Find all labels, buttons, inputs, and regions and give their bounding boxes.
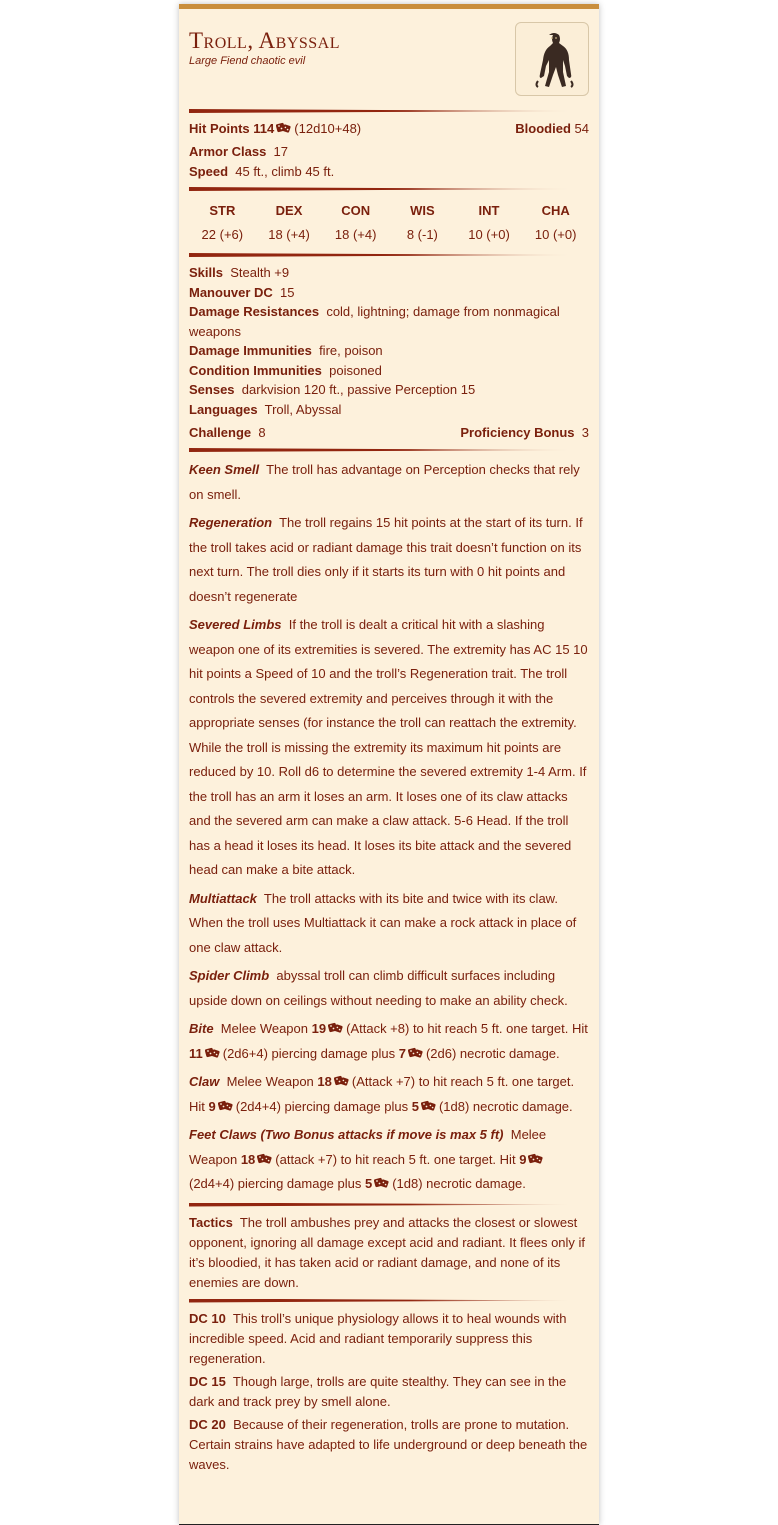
ability-value: 18 (+4)	[268, 227, 310, 242]
ability-int	[456, 199, 523, 247]
ability-con	[322, 199, 389, 247]
attack-name: Bite	[189, 1021, 214, 1036]
trait-name: Regeneration	[189, 515, 273, 530]
lore-dc-15	[189, 1372, 589, 1412]
dice-icon[interactable]	[257, 1152, 272, 1165]
proficiency-value: 3	[581, 425, 589, 440]
speed-label: Speed	[189, 163, 229, 179]
attack-damage-text: (2d4+4) piercing damage plus	[189, 1176, 362, 1191]
attack-damage-roll: 9	[519, 1151, 527, 1167]
ability-name: INT	[478, 203, 500, 218]
ability-value: 22 (+6)	[201, 227, 244, 242]
ability-name: CHA	[541, 203, 570, 218]
ability-value: 8 (-1)	[406, 227, 438, 242]
attack-hit-label: Hit	[499, 1151, 516, 1167]
property-value: cold, lightning; damage from nonmagical weapons	[189, 304, 560, 339]
lore-label: DC 20	[189, 1416, 226, 1432]
lore-label: DC 15	[189, 1373, 226, 1389]
attack-damage-text: (2d6) necrotic damage.	[425, 1045, 560, 1061]
hit-points	[189, 119, 361, 138]
challenge-label: Challenge	[189, 425, 252, 440]
ability-cha	[522, 199, 589, 247]
trait-name: Multiattack	[189, 890, 257, 906]
attack-to-hit-roll: 19	[311, 1021, 327, 1036]
property-label: Senses	[189, 382, 235, 397]
property-label: Damage Resistances	[189, 304, 320, 319]
property-skills	[189, 263, 589, 283]
attack-to-hit-text: (Attack +7) to hit reach 5 ft. one target.	[351, 1074, 575, 1089]
attack-damage-text: (2d4+4) piercing damage plus	[235, 1098, 409, 1114]
divider	[189, 1299, 589, 1303]
divider	[189, 253, 589, 257]
bloodied-value: 54	[574, 121, 589, 136]
attack-damage-roll: 5	[364, 1176, 373, 1191]
dice-icon[interactable]	[374, 1176, 389, 1189]
property-condition-immunities	[189, 361, 589, 381]
property-label: Manouver DC	[189, 284, 273, 300]
ability-name: STR	[209, 203, 236, 218]
ability-value: 10 (+0)	[468, 227, 510, 242]
attack-hit-label: Hit	[189, 1098, 205, 1114]
ability-name: WIS	[410, 203, 435, 218]
attack-to-hit-text: (attack +7) to hit reach 5 ft. one target.	[275, 1151, 497, 1167]
trait-spider-climb	[189, 964, 589, 1013]
trait-text: The troll regains 15 hit points at the start of its turn. If the troll takes acid or radiant damage this trait doesn’t function on its next turn. The troll dies only if it starts its turn with 0 hit points and doesn’t regenerate	[189, 515, 583, 604]
divider	[189, 187, 589, 191]
ability-value: 10 (+0)	[534, 227, 577, 242]
properties-list	[189, 263, 589, 419]
attacks-list	[189, 1017, 589, 1197]
trait-text: If the troll is dealt a critical hit with a slashing weapon one of its extremities is severed. The extremity has AC 15 10 hit points a Speed of 10 and the troll’s Regeneration trait. The troll controls the severed extremity and perceives through it with the appropriate senses (for instance the troll can reattach the extremity. While the troll is missing the extremity its maximum hit points are reduced by 10. Roll d6 to determine the severed extremity 1-4 Arm. If the troll has an arm it loses an arm. It loses one of its claw attacks and the severed arm can make a claw attack. 5-6 Head. If the troll has a head it loses its head. It loses its bite attack and the severed head can make a bite attack.	[189, 617, 588, 877]
property-value: Stealth +9	[230, 265, 290, 280]
dice-icon[interactable]	[528, 1152, 543, 1165]
attack-type: Melee Weapon	[220, 1021, 309, 1036]
attack-damage-roll: 11	[189, 1045, 203, 1061]
armor-class	[189, 142, 589, 162]
ability-dex	[256, 199, 323, 247]
ability-wis	[389, 199, 456, 247]
stat-block-header	[189, 9, 589, 103]
armor-class-value: 17	[273, 144, 289, 159]
hit-points-row	[189, 119, 589, 138]
attack-to-hit-roll: 18	[317, 1074, 332, 1089]
property-senses	[189, 380, 589, 400]
attack-feet-claws	[189, 1123, 589, 1197]
monster-type: Large Fiend chaotic evil	[189, 55, 306, 67]
monster-name: Troll, Abyssal	[189, 28, 341, 53]
property-value: fire, poison	[319, 343, 383, 358]
property-label: Skills	[189, 265, 223, 280]
dice-icon[interactable]	[334, 1074, 349, 1087]
dice-icon[interactable]	[205, 1046, 220, 1059]
attack-damage-text: (2d6+4) piercing damage plus	[222, 1045, 396, 1061]
dice-icon[interactable]	[421, 1099, 436, 1112]
attack-damage-roll: 5	[411, 1098, 419, 1114]
divider	[189, 1203, 589, 1207]
armor-class-label: Armor Class	[189, 144, 267, 159]
attack-damage-roll: 7	[398, 1045, 406, 1061]
lore-text: This troll’s unique physiology allows it to heal wounds with incredible speed. Acid and radiant temporarily suppress this regeneration.	[189, 1310, 567, 1366]
bloodied-label: Bloodied	[515, 121, 571, 136]
property-languages	[189, 400, 589, 420]
dice-icon[interactable]	[276, 121, 291, 134]
lore-list	[189, 1309, 589, 1475]
dice-icon[interactable]	[218, 1099, 233, 1112]
tactics-label: Tactics	[189, 1214, 233, 1230]
trait-regeneration	[189, 511, 589, 609]
attack-damage-text: (1d8) necrotic damage.	[392, 1176, 526, 1191]
dice-icon[interactable]	[408, 1046, 423, 1059]
tactics-text: The troll ambushes prey and attacks the closest or slowest opponent, ignoring all damage except acid and radiant. It flees only if it’s bloodied, it has taken acid or radiant damage, and none of its enemies are down.	[189, 1214, 586, 1290]
hit-points-formula: (12d10+48)	[294, 121, 362, 136]
attack-hit-label: Hit	[571, 1021, 588, 1036]
proficiency-label: Proficiency Bonus	[460, 425, 575, 440]
trait-name: Severed Limbs	[189, 617, 282, 632]
lore-label: DC 10	[189, 1310, 226, 1326]
trait-text: The troll attacks with its bite and twice with its claw. When the troll uses Multiattack it can make a rock attack in place of one claw attack.	[189, 890, 577, 955]
trait-text: The troll has advantage on Perception checks that rely on smell.	[189, 462, 580, 502]
property-label: Damage Immunities	[189, 343, 312, 358]
traits-list	[189, 458, 589, 1013]
challenge	[189, 423, 266, 442]
ability-scores	[189, 197, 589, 247]
property-value: 15	[280, 284, 295, 300]
hit-points-label: Hit Points	[189, 121, 250, 136]
lore-text: Because of their regeneration, trolls are prone to mutation. Certain strains have adapted to life underground or deep beneath the waves.	[189, 1416, 588, 1472]
trait-text: abyssal troll can climb difficult surfaces including upside down on ceilings without needing to make an ability check.	[189, 968, 568, 1008]
challenge-row	[189, 423, 589, 442]
property-value: poisoned	[329, 362, 382, 378]
attack-name: Claw	[189, 1074, 220, 1089]
proficiency-bonus	[460, 423, 589, 442]
attack-to-hit-roll: 18	[240, 1151, 256, 1167]
property-label: Languages	[189, 401, 258, 417]
attack-claw	[189, 1070, 589, 1119]
lore-dc-20	[189, 1415, 589, 1475]
dice-icon[interactable]	[328, 1021, 343, 1034]
attack-type: Melee Weapon	[189, 1127, 547, 1167]
property-value: darkvision 120 ft., passive Perception 15	[241, 382, 476, 397]
tactics	[189, 1213, 589, 1293]
attack-name: Feet Claws (Two Bonus attacks if move is max 5 ft)	[189, 1127, 504, 1142]
property-manouver-dc	[189, 283, 589, 303]
ability-str	[189, 199, 256, 247]
trait-severed-limbs	[189, 613, 589, 883]
troll-portrait-icon[interactable]	[515, 22, 589, 96]
trait-name: Keen Smell	[189, 462, 260, 477]
trait-multiattack	[189, 887, 589, 961]
attack-damage-text: (1d8) necrotic damage.	[438, 1098, 573, 1114]
attack-damage-roll: 9	[208, 1098, 216, 1114]
ability-value: 18 (+4)	[334, 227, 377, 242]
speed-value: 45 ft., climb 45 ft.	[235, 163, 335, 179]
attack-to-hit-text: (Attack +8) to hit reach 5 ft. one target.	[346, 1021, 569, 1036]
hit-points-value: 114	[253, 121, 275, 136]
property-damage-immunities	[189, 341, 589, 361]
property-label: Condition Immunities	[189, 362, 322, 378]
challenge-value: 8	[258, 425, 266, 440]
trait-keen-smell	[189, 458, 589, 507]
stat-block-card	[179, 4, 599, 1525]
ability-name: CON	[341, 203, 371, 218]
speed	[189, 162, 589, 182]
lore-dc-10	[189, 1309, 589, 1369]
divider	[189, 109, 589, 113]
divider	[189, 448, 589, 452]
attack-type: Melee Weapon	[226, 1074, 314, 1089]
lore-text: Though large, trolls are quite stealthy. They can see in the dark and track prey by smell alone.	[189, 1373, 567, 1409]
attack-bite	[189, 1017, 589, 1066]
trait-name: Spider Climb	[189, 968, 270, 983]
ability-name: DEX	[275, 203, 303, 218]
property-value: Troll, Abyssal	[264, 401, 342, 417]
bloodied	[515, 119, 589, 138]
property-damage-resistances	[189, 302, 589, 341]
